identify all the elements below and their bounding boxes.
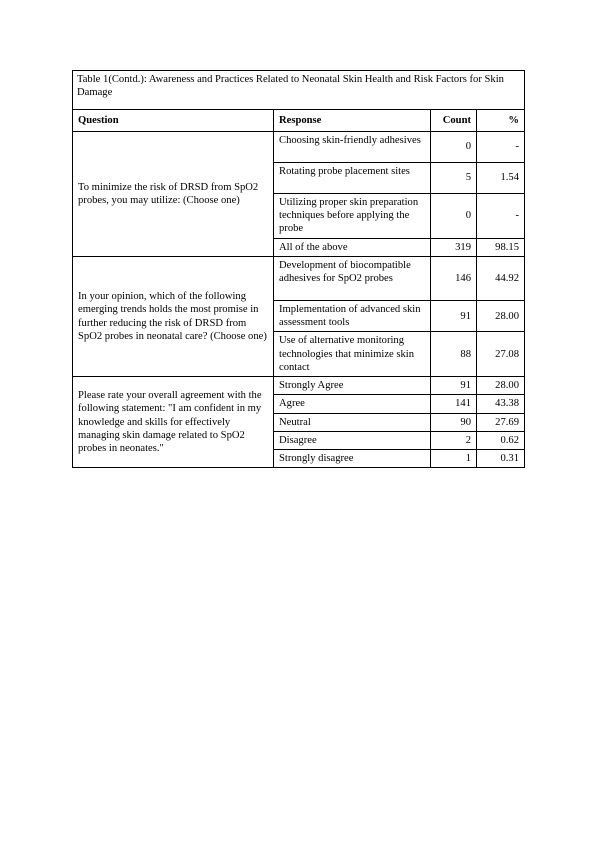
percent-cell: - <box>477 132 525 163</box>
count-cell: 319 <box>431 238 477 256</box>
table-row <box>73 132 525 163</box>
count-cell: 90 <box>431 413 477 431</box>
count-cell: 5 <box>431 163 477 194</box>
question-cell: In your opinion, which of the following emerging trends holds the most promise in further reducing the risk of DRSD from SpO2 probes in neonatal care? (Choose one) <box>73 256 274 376</box>
percent-cell: 43.38 <box>477 395 525 413</box>
count-cell: 91 <box>431 300 477 331</box>
response-cell: Rotating probe placement sites <box>274 163 431 194</box>
count-cell: 2 <box>431 431 477 449</box>
response-cell: Agree <box>274 395 431 413</box>
count-cell: 88 <box>431 332 477 377</box>
header-count: Count <box>431 110 477 132</box>
header-response: Response <box>274 110 431 132</box>
caption-row <box>73 71 525 110</box>
question-cell: Please rate your overall agreement with the following statement: "I am confident in my knowledge and skills for effectively managing skin damage related to SpO2 probes in neonates." <box>73 377 274 468</box>
percent-cell: - <box>477 194 525 239</box>
percent-cell: 27.69 <box>477 413 525 431</box>
header-question: Question <box>73 110 274 132</box>
count-cell: 141 <box>431 395 477 413</box>
percent-cell: 44.92 <box>477 256 525 300</box>
response-cell: Development of biocompatible adhesives for SpO2 probes <box>274 256 431 300</box>
response-cell: Implementation of advanced skin assessment tools <box>274 300 431 331</box>
header-row <box>73 110 525 132</box>
response-cell: All of the above <box>274 238 431 256</box>
percent-cell: 0.62 <box>477 431 525 449</box>
percent-cell: 98.15 <box>477 238 525 256</box>
percent-cell: 1.54 <box>477 163 525 194</box>
question-cell: To minimize the risk of DRSD from SpO2 probes, you may utilize: (Choose one) <box>73 132 274 257</box>
table-row <box>73 256 525 300</box>
percent-cell: 0.31 <box>477 450 525 468</box>
response-cell: Disagree <box>274 431 431 449</box>
response-cell: Strongly disagree <box>274 450 431 468</box>
count-cell: 0 <box>431 132 477 163</box>
response-cell: Choosing skin-friendly adhesives <box>274 132 431 163</box>
response-cell: Neutral <box>274 413 431 431</box>
awareness-practices-table <box>72 70 525 468</box>
count-cell: 0 <box>431 194 477 239</box>
percent-cell: 28.00 <box>477 300 525 331</box>
response-cell: Utilizing proper skin preparation techniques before applying the probe <box>274 194 431 239</box>
table-row <box>73 377 525 395</box>
percent-cell: 27.08 <box>477 332 525 377</box>
response-cell: Strongly Agree <box>274 377 431 395</box>
count-cell: 1 <box>431 450 477 468</box>
count-cell: 91 <box>431 377 477 395</box>
percent-cell: 28.00 <box>477 377 525 395</box>
response-cell: Use of alternative monitoring technologies that minimize skin contact <box>274 332 431 377</box>
table-caption: Table 1(Contd.): Awareness and Practices Related to Neonatal Skin Health and Risk Factors for Skin Damage <box>73 71 525 110</box>
count-cell: 146 <box>431 256 477 300</box>
header-percent: % <box>477 110 525 132</box>
